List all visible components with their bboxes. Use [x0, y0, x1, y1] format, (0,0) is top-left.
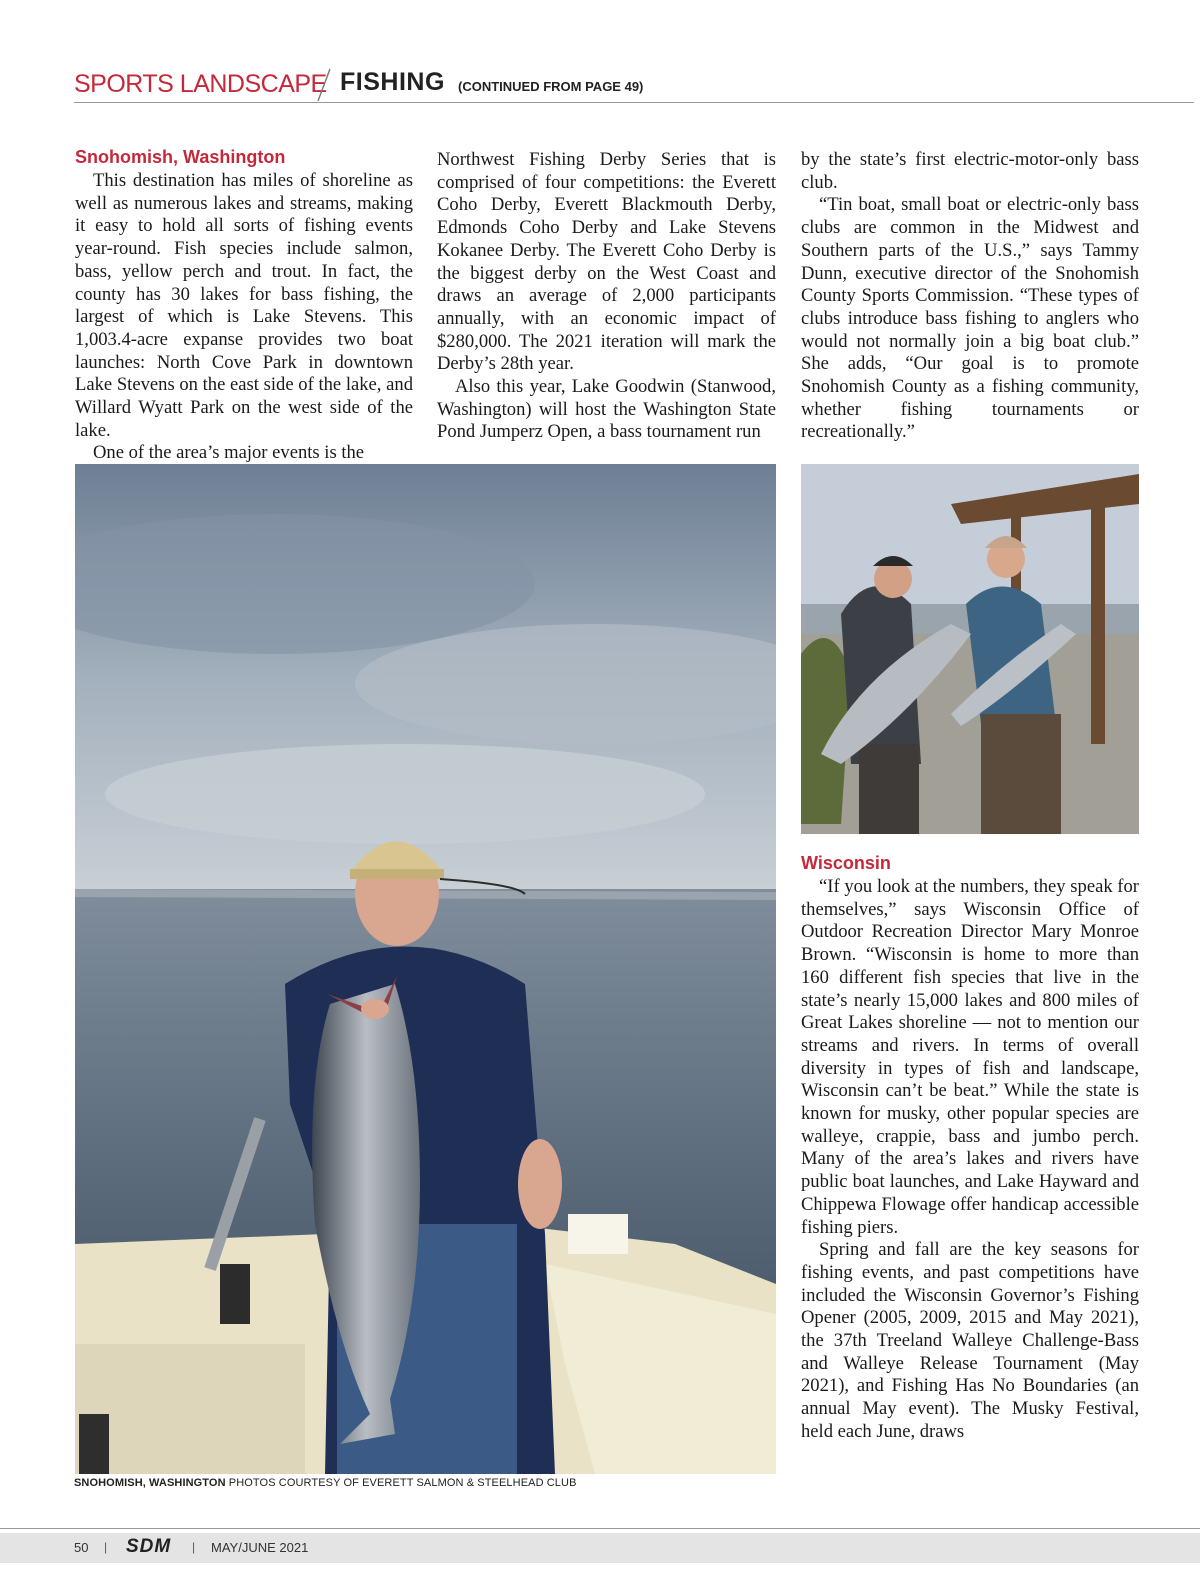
dunn-quote-paragraph: “Tin boat, small boat or electric-only bass clubs are common in the Midwest and Southern parts of the U.S.,” says Tammy Dunn, executive director of the Snohomish County Sports Commission. “These types of clubs introduce bass fishing to anglers who would not normally join a big boat club.” She adds, “Our goal is to promote Snohomish County as a fishing community, whether fishing tournaments or recreationally.” [801, 194, 1139, 443]
column-3-top [801, 149, 1139, 444]
page-header [74, 68, 1194, 104]
snohomish-heading: Snohomish, Washington [75, 147, 286, 167]
page-footer [0, 1533, 1200, 1563]
caption-credit: PHOTOS COURTESY OF EVERETT SALMON & STEELHEAD CLUB [228, 1477, 577, 1489]
continued-note: (CONTINUED FROM PAGE 49) [458, 79, 644, 94]
column-1 [75, 146, 413, 465]
two-anglers-illustration [801, 464, 1139, 834]
footer-rule [0, 1528, 1200, 1529]
section-label: SPORTS LANDSCAPE [74, 70, 327, 98]
photo-caption [74, 1477, 577, 1489]
wisconsin-paragraph-1: “If you look at the numbers, they speak for themselves,” says Wisconsin Office of Outdoor Recreation Director Mary Monroe Brown. “Wisconsin is home to more than 160 different fish species that live in the state’s nearly 15,000 lakes and 800 miles of Great Lakes shoreline — not to mention our streams and rivers. In terms of overall diversity in types of fish and landscape, Wisconsin can’t be beat.” While the state is known for musky, other popular species are walleye, crappie, bass and jumbo perch. Many of the area’s lakes and rivers have public boat launches, and Lake Hayward and Chippewa Flowage offer handicap accessible fishing piers. [801, 876, 1139, 1238]
caption-location: SNOHOMISH, WASHINGTON [74, 1477, 226, 1489]
goodwin-paragraph: Also this year, Lake Goodwin (Stanwood, Washington) will host the Washington State Pond Jumperz Open, a bass tournament run [437, 376, 776, 443]
derby-paragraph: Northwest Fishing Derby Series that is comprised of four competitions: the Everett Coho Derby, Everett Blackmouth Derby, Edmonds Coho Derby and Lake Stevens Kokanee Derby. The Everett Coho Derby is the biggest derby on the West Coast and draws an average of 2,000 participants annually, with an economic impact of $280,000. The 2021 iteration will mark the Derby’s 28th year. [437, 149, 776, 375]
angler-boat-illustration [75, 464, 776, 1474]
page-number: 50 [74, 1540, 89, 1555]
slash-divider [314, 68, 334, 102]
topic-title: FISHING [340, 68, 445, 96]
snohomish-paragraph-2-start: One of the area’s major events is the [93, 442, 365, 464]
snohomish-paragraph-1: This destination has miles of shoreline as well as numerous lakes and streams, making it easy to hold all sorts of fishing events year-round. Fish species include salmon, bass, yellow perch and trout. In fact, the county has 30 lakes for bass fishing, the largest of which is Lake Stevens. This 1,003.4-acre expanse provides two boat launches: North Cove Park in downtown Lake Stevens on the east side of the lake, and Willard Wyatt Park on the west side of the lake. [75, 170, 413, 441]
wisconsin-paragraph-2: Spring and fall are the key seasons for fishing events, and past competitions have included the Wisconsin Governor’s Fishing Opener (2005, 2009, 2015 and May 2021), the 37th Treeland Walleye Challenge-Bass and Walleye Release Tournament (May 2021), and Fishing Has No Boundaries (an annual May event). The Musky Festival, held each June, draws [801, 1239, 1139, 1442]
angler-boat-photo [75, 464, 776, 1474]
header-rule [74, 102, 1194, 103]
wisconsin-heading: Wisconsin [801, 853, 891, 873]
footer-separator-1: | [104, 1540, 108, 1554]
issue-date: MAY/JUNE 2021 [211, 1540, 309, 1555]
two-anglers-photo [801, 464, 1139, 834]
column-3-bottom [801, 852, 1139, 1444]
bass-club-paragraph: by the state’s first electric-motor-only bass club. [801, 149, 1139, 193]
footer-separator-2: | [192, 1540, 196, 1554]
sdm-logo: SDM [126, 1536, 172, 1557]
column-2 [437, 149, 776, 444]
